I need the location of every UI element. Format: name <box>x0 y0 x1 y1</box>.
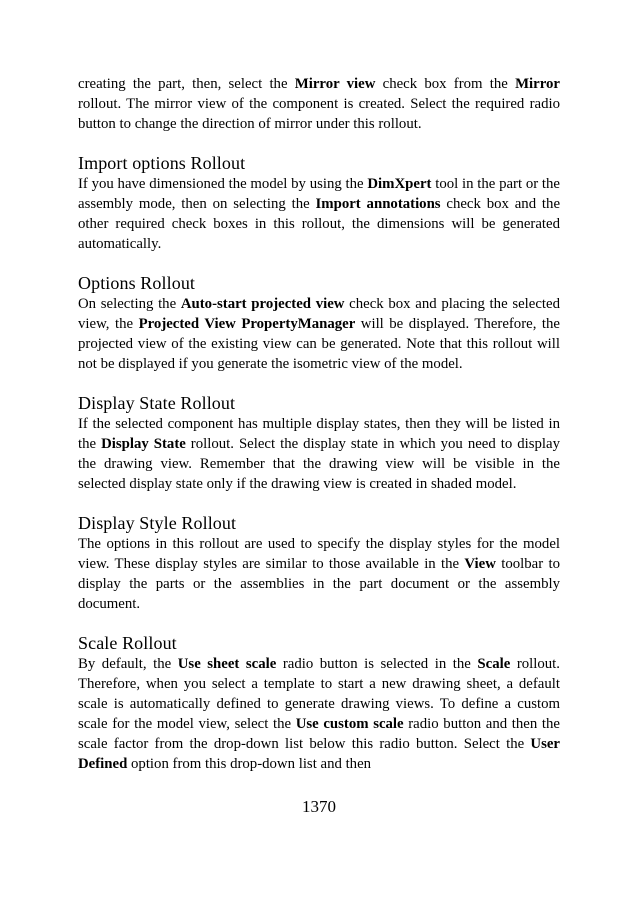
section-heading: Display State Rollout <box>78 393 236 413</box>
page-number: 1370 <box>302 797 336 816</box>
paragraph: The options in this rollout are used to specify the display styles for the model view. These display styles are similar to those available in the View toolbar to display the parts or the assemblies in the part document or the assembly document. <box>78 536 560 612</box>
paragraph: By default, the Use sheet scale radio button is selected in the Scale rollout. Therefore, when you select a template to start a new drawing sheet, a default scale is automatically defined to generate drawing views. To define a custom scale for the model view, select the Use custom scale radio button and then the scale factor from the drop-down list below this radio button. Select the User Defined option from this drop-down list and then <box>78 656 560 772</box>
paragraph: On selecting the Auto-start projected view check box and placing the selected view, the Projected View PropertyManager will be displayed. Therefore, the projected view of the existing view can be generated. Note that this rollout will not be displayed if you generate the isometric view of the model. <box>78 296 560 372</box>
section-display-state <box>78 392 560 494</box>
intro-paragraph: creating the part, then, select the Mirror view check box from the Mirror rollout. The mirror view of the component is created. Select the required radio button to change the direction of mirror under this rollout. <box>78 76 560 132</box>
section-options <box>78 272 560 374</box>
section-heading: Scale Rollout <box>78 633 177 653</box>
paragraph: If you have dimensioned the model by using the DimXpert tool in the part or the assembly mode, then on selecting the Import annotations check box and the other required check boxes in this rollout, the dimensions will be generated automatically. <box>78 176 561 252</box>
section-heading: Display Style Rollout <box>78 513 237 533</box>
section-import-options <box>78 152 560 254</box>
paragraph: If the selected component has multiple display states, then they will be listed in the Display State rollout. Select the display state in which you need to display the drawing view. Remember that the drawing view will be visible in the selected display state only if the drawing view is created in shaded model. <box>78 416 560 492</box>
section-heading: Options Rollout <box>78 273 196 293</box>
section-heading: Import options Rollout <box>78 153 246 173</box>
section-display-style <box>78 512 560 614</box>
section-scale <box>78 632 560 774</box>
